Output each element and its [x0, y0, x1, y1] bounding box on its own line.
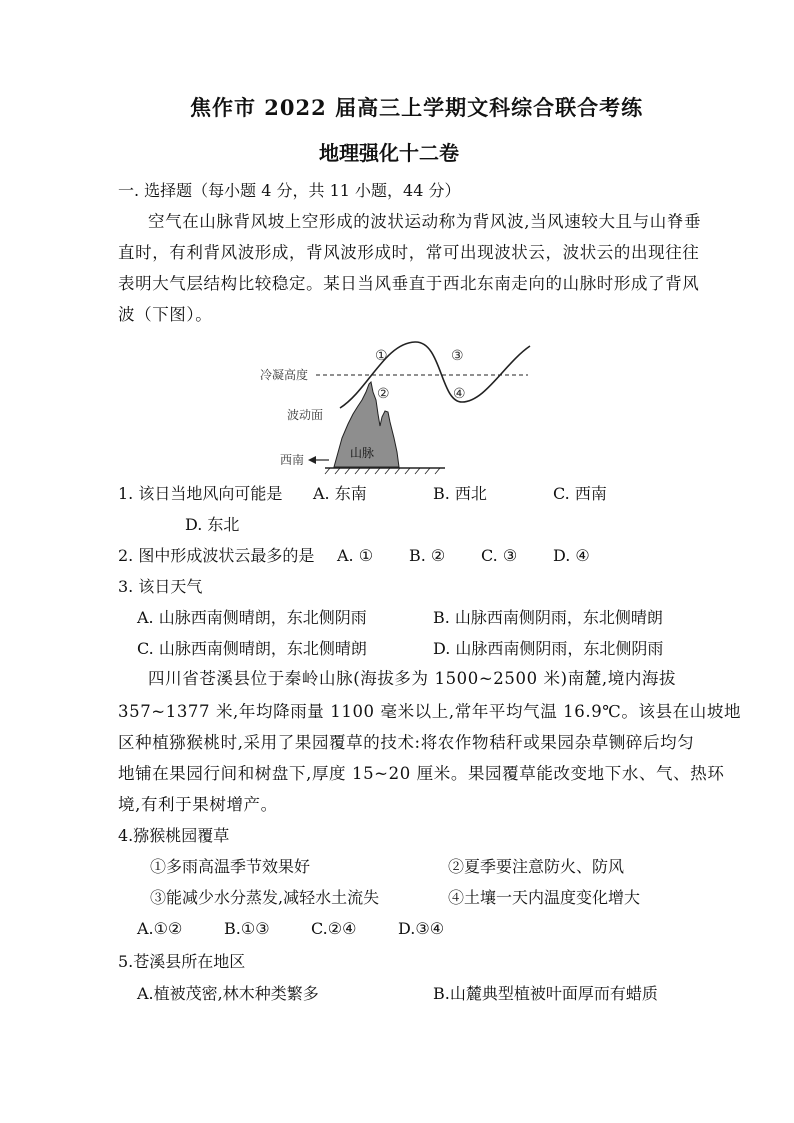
passage1-line-3: 表明大气层结构比较稳定。某日当风垂直于西北东南走向的山脉时形成了背风 [118, 274, 700, 293]
q4-option-b: B.①③ [224, 919, 270, 938]
page-title: 焦作市 2022 届高三上学期文科综合联合考练 [190, 95, 644, 120]
q1-option-d: D. 东北 [185, 515, 240, 534]
q3-option-c: C. 山脉西南侧晴朗，东北侧晴朗 [137, 639, 367, 658]
q5-stem: 5.苍溪县所在地区 [118, 952, 246, 971]
page-subtitle: 地理强化十二卷 [319, 141, 459, 165]
q4-statement-1: ①多雨高温季节效果好 [150, 857, 311, 876]
q4-statement-2: ②夏季要注意防火、防风 [448, 857, 625, 876]
q4-statement-4: ④土壤一天内温度变化增大 [448, 888, 641, 907]
q4-option-a: A.①② [137, 919, 183, 938]
label-condense-height: 冷凝高度 [260, 368, 309, 382]
passage2-line-3: 区种植猕猴桃时,采用了果园覆草的技术:将农作物秸秆或果园杂草铡碎后均匀 [118, 733, 695, 752]
q1-stem: 1. 该日当地风向可能是 [118, 484, 283, 503]
q2-option-c: C. ③ [481, 546, 518, 565]
passage1-line-1: 空气在山脉背风坡上空形成的波状运动称为背风波,当风速较大且与山脊垂 [148, 212, 702, 231]
q4-statement-3: ③能减少水分蒸发,减轻水土流失 [150, 888, 380, 907]
zone-4-label: ④ [453, 386, 466, 402]
label-southwest: 西南 [280, 453, 305, 467]
passage2-line-5: 境,有利于果树增产。 [118, 795, 278, 814]
lee-wave-figure [250, 340, 540, 475]
passage2-line-4: 地铺在果园行间和树盘下,厚度 15~20 厘米。果园覆草能改变地下水、气、热环 [118, 764, 725, 783]
q4-option-d: D.③④ [398, 919, 445, 938]
passage1-line-2: 直时，有利背风波形成，背风波形成时，常可出现波状云，波状云的出现往往 [118, 243, 700, 262]
q1-option-b: B. 西北 [433, 484, 487, 503]
q3-stem: 3. 该日天气 [118, 577, 203, 596]
q2-option-a: A. ① [337, 546, 374, 565]
zone-3-label: ③ [451, 348, 464, 364]
q5-option-a: A.植被茂密,林木种类繁多 [137, 984, 319, 1003]
passage2-line-1: 四川省苍溪县位于秦岭山脉(海拔多为 1500~2500 米)南麓,境内海拔 [148, 669, 677, 688]
q1-option-a: A. 东南 [313, 484, 367, 503]
q3-option-a: A. 山脉西南侧晴朗，东北侧阴雨 [137, 608, 367, 627]
q4-option-c: C.②④ [311, 919, 357, 938]
q4-stem: 4.猕猴桃园覆草 [118, 826, 230, 845]
wind-arrow-head [308, 456, 316, 464]
ground-hatching [325, 468, 440, 474]
q2-stem: 2. 图中形成波状云最多的是 [118, 546, 315, 565]
zone-2-label: ② [377, 386, 390, 402]
q2-option-b: B. ② [409, 546, 446, 565]
passage1-line-4: 波（下图）。 [118, 305, 213, 324]
q1-option-c: C. 西南 [553, 484, 607, 503]
q3-option-b: B. 山脉西南侧阴雨，东北侧晴朗 [433, 608, 663, 627]
label-wave-surface: 波动面 [287, 408, 324, 422]
section-heading: 一. 选择题（每小题 4 分，共 11 小题，44 分） [118, 181, 461, 200]
q5-option-b: B.山麓典型植被叶面厚而有蜡质 [433, 984, 658, 1003]
label-mountain: 山脉 [350, 446, 375, 460]
q3-option-d: D. 山脉西南侧阴雨，东北侧阴雨 [433, 639, 664, 658]
zone-1-label: ① [375, 348, 388, 364]
passage2-line-2: 357~1377 米,年均降雨量 1100 毫米以上,常年平均气温 16.9℃。该县在山坡地 [118, 702, 742, 721]
q2-option-d: D. ④ [553, 546, 590, 565]
